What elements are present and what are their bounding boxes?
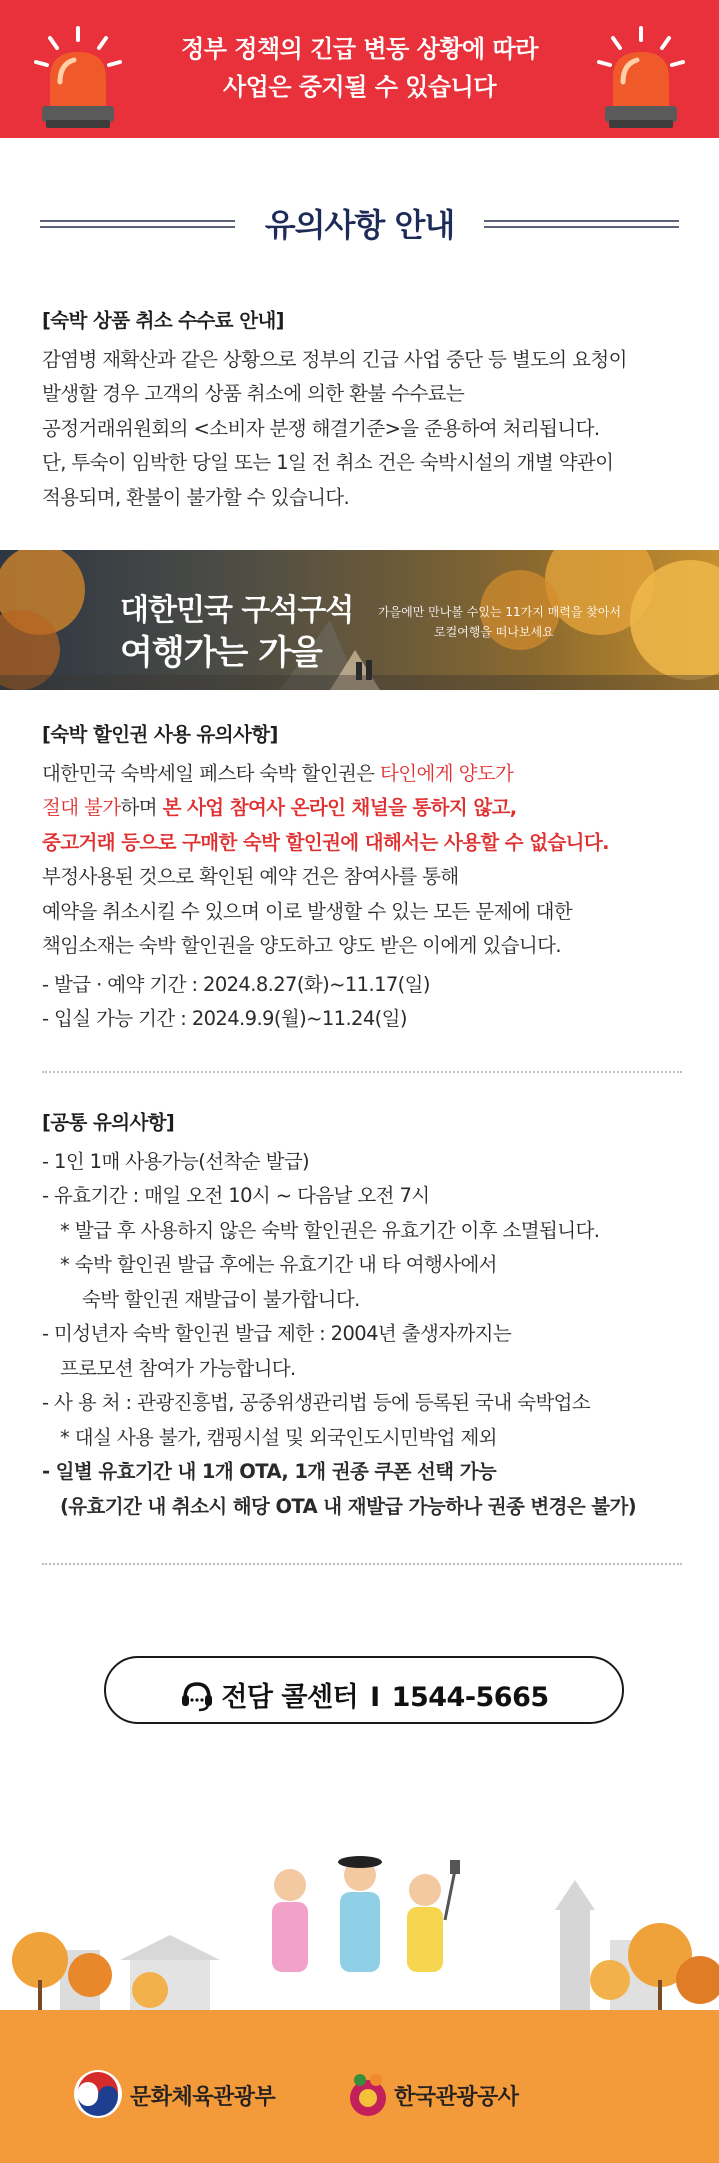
page-title: 유의사항 안내 (264, 206, 455, 244)
banner-title-line-2: 여행가는 가을 (120, 633, 322, 673)
separator: I (370, 1682, 380, 1713)
paragraph-line: 감염병 재확산과 같은 상황으로 정부의 긴급 사업 중단 등 별도의 요청이 (42, 347, 627, 371)
list-note: * 대실 사용 불가, 캠핑시설 및 외국인도시민박업 제외 (60, 1425, 497, 1449)
list-note: 숙박 할인권 재발급이 불가합니다. (82, 1287, 360, 1311)
common-notice-section (42, 1106, 682, 1524)
paragraph-line: 책임소재는 숙박 할인권을 양도하고 양도 받은 이에게 있습니다. (42, 934, 561, 957)
paragraph-line: 예약을 취소시킬 수 있으며 이로 발생할 수 있는 모든 문제에 대한 (42, 899, 573, 923)
callcenter-label: 전담 콜센터 (221, 1682, 359, 1713)
callcenter-content (106, 1675, 622, 1714)
dotted-divider (42, 1563, 682, 1565)
banner-title-line-1: 대한민국 구석구석 (120, 593, 354, 628)
ministry-logo-text: 문화체육관광부 (130, 2085, 276, 2110)
kto-logo-text: 한국관광공사 (394, 2085, 519, 2110)
warning-text: 본 사업 참여사 온라인 채널을 통하지 않고, (162, 796, 517, 819)
siren-icon (30, 22, 126, 132)
banner-subtitle-2: 로컬여행을 떠나보세요 (434, 625, 554, 639)
callcenter-number: 1544-5665 (391, 1682, 549, 1713)
banner-subtitle-1: 가을에만 만나볼 수있는 11가지 매력을 찾아서 (378, 605, 621, 619)
list-item-continued: 프로모션 참여가 가능합니다. (60, 1356, 296, 1380)
paragraph-line (42, 757, 682, 792)
footer (0, 2010, 719, 2163)
issue-period: - 발급 · 예약 기간 : 2024.8.27(화)~11.17(일) (42, 972, 430, 996)
paragraph-line (42, 791, 682, 826)
voucher-usage-section (42, 718, 682, 1037)
cancellation-fee-section (42, 304, 682, 515)
section-heading: [숙박 상품 취소 수수료 안내] (42, 309, 284, 332)
callcenter-button[interactable] (104, 1656, 624, 1724)
warning-line: 중고거래 등으로 구매한 숙박 할인권에 대해서는 사용할 수 없습니다. (42, 830, 609, 854)
paragraph-line: 공정거래위원회의 <소비자 분쟁 해결기준>을 준용하여 처리됩니다. (42, 416, 600, 440)
section-heading: [숙박 할인권 사용 유의사항] (42, 723, 278, 746)
paragraph-line: 단, 투숙이 임박한 당일 또는 1일 전 취소 건은 숙박시설의 개별 약관이 (42, 451, 614, 474)
paragraph-line: 부정사용된 것으로 확인된 예약 건은 참여사를 통해 (42, 865, 459, 888)
list-item: - 유효기간 : 매일 오전 10시 ~ 다음날 오전 7시 (42, 1184, 430, 1207)
ministry-logo-icon (72, 2068, 124, 2120)
notice-title-block (0, 200, 719, 250)
warning-text: 절대 불가 (42, 796, 121, 819)
paragraph-line: 발생할 경우 고객의 상품 취소에 의한 환불 수수료는 (42, 382, 465, 405)
list-item-emphasis: (유효기간 내 취소시 해당 OTA 내 재발급 가능하나 권종 변경은 불가) (60, 1494, 637, 1518)
banner-line-2: 사업은 중지될 수 있습니다 (222, 73, 497, 101)
footer-illustration (0, 1840, 719, 2010)
list-item: - 미성년자 숙박 할인권 발급 제한 : 2004년 출생자까지는 (42, 1322, 512, 1345)
autumn-travel-banner[interactable] (0, 550, 719, 690)
list-item: - 1인 1매 사용가능(선착순 발급) (42, 1149, 310, 1173)
kto-logo-icon (342, 2068, 394, 2120)
list-item: - 사 용 처 : 관광진흥법, 공중위생관리법 등에 등록된 국내 숙박업소 (42, 1391, 591, 1414)
autumn-scenery-illustration (0, 550, 719, 690)
list-note: * 발급 후 사용하지 않은 숙박 할인권은 유효기간 이후 소멸됩니다. (60, 1218, 600, 1242)
dotted-divider (42, 1071, 682, 1073)
banner-line-1: 정부 정책의 긴급 변동 상황에 따라 (181, 35, 538, 63)
top-warning-banner (0, 0, 719, 138)
headset-icon (179, 1680, 215, 1712)
list-item-emphasis: - 일별 유효기간 내 1개 OTA, 1개 권종 쿠폰 선택 가능 (42, 1460, 497, 1483)
paragraph-line: 적용되며, 환불이 불가할 수 있습니다. (42, 485, 350, 509)
checkin-period: - 입실 가능 기간 : 2024.9.9(월)~11.24(일) (42, 1007, 407, 1030)
list-note: * 숙박 할인권 발급 후에는 유효기간 내 타 여행사에서 (60, 1253, 497, 1276)
text-span: 하며 (120, 796, 163, 819)
siren-icon (593, 22, 689, 132)
warning-text: 타인에게 양도가 (380, 761, 514, 785)
section-heading: [공통 유의사항] (42, 1111, 175, 1134)
title-divider-right (484, 220, 679, 228)
text-span: 대한민국 숙박세일 페스타 숙박 할인권은 (42, 761, 381, 785)
